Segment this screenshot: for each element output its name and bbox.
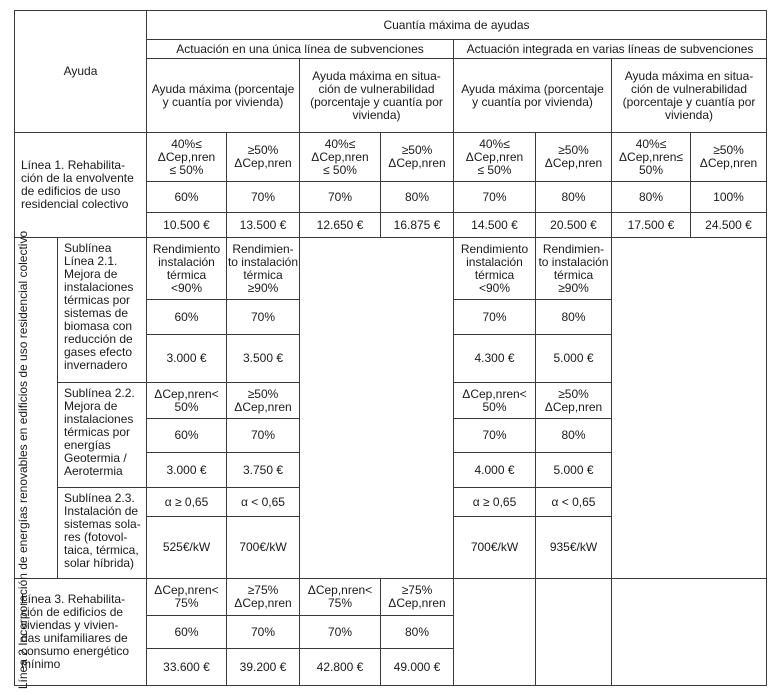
- linea3-eur: 33.600 €: [163, 659, 210, 674]
- sublinea21-pct: 60%: [174, 309, 199, 324]
- sublinea22-pct: 60%: [174, 428, 199, 442]
- linea1-cond: ≥50% ΔCep,nren: [699, 143, 758, 170]
- sublinea21-cond: Rendimiento instalación térmica <90%: [152, 241, 221, 295]
- header-unica-vulnerabilidad: Ayuda máxima en situa- ción de vulnerabilidad (porcentaje y cuantía por vivienda): [310, 68, 443, 122]
- sublinea22-cond: ≥50% ΔCep,nren: [234, 386, 292, 414]
- sublinea22-eur: 4.000 €: [474, 462, 515, 477]
- sublinea21-pct: 80%: [561, 309, 586, 324]
- header-actuacion-integrada: Actuación integrada en varias líneas de subvenciones: [466, 41, 754, 56]
- sublinea22-cond: ≥50% ΔCep,nren: [544, 386, 603, 414]
- header-cuantia-maxima: Cuantía máxima de ayudas: [383, 17, 530, 32]
- linea3-eur: 49.000 €: [393, 659, 441, 674]
- linea1-pct: 80%: [638, 189, 664, 204]
- linea1-pct: 70%: [482, 189, 507, 204]
- linea3-label: Línea 3. Rehabilita- ción de edificios de viviendas y vivien- das unifamiliares de consumo energético mínimo: [21, 592, 130, 671]
- linea1-cond: 40%≤ ΔCep,nren ≤ 50%: [311, 136, 369, 177]
- header-actuacion-unica: Actuación en una única línea de subvenciones: [176, 41, 424, 56]
- linea2-label: Línea 2 Incorporación de energías renovables en edificios de uso residencial colectivo: [16, 230, 30, 690]
- linea3-pct: 60%: [174, 624, 199, 639]
- sublinea22-cond: ΔCep,nren< 50%: [154, 386, 219, 414]
- sublinea23-eur: 525€/kW: [162, 540, 211, 554]
- sublinea22-pct: 70%: [250, 428, 276, 442]
- linea3-cond: ≥75% ΔCep,nren: [388, 583, 446, 610]
- linea1-eur: 14.500 €: [471, 217, 518, 232]
- linea1-pct: 70%: [327, 189, 353, 204]
- sublinea23-eur: 700€/kW: [239, 540, 287, 554]
- linea1-cond: ≥50% ΔCep,nren: [234, 143, 292, 170]
- sublinea23-cond: α < 0,65: [241, 494, 285, 509]
- sublinea22-pct: 80%: [561, 428, 586, 442]
- sublinea23-eur: 700€/kW: [470, 540, 519, 554]
- sublinea21-eur: 5.000 €: [553, 351, 594, 365]
- sublinea21-label: Sublínea Línea 2.1. Mejora de instalaciones térmicas por sistemas de biomasa con reducción de gases efecto invernadero: [64, 241, 134, 372]
- linea1-eur: 10.500 €: [163, 217, 210, 232]
- sublinea21-pct: 70%: [482, 309, 507, 324]
- linea1-pct: 80%: [404, 189, 430, 204]
- linea1-cond: 40%≤ ΔCep,nren≤ 50%: [619, 136, 683, 177]
- sublinea23-label: Sublínea 2.3. Instalación de sistemas sola- res (fotovol- taica, térmica, solar híbrida): [64, 491, 141, 570]
- linea1-eur: 20.500 €: [550, 217, 597, 232]
- sublinea21-eur: 3.000 €: [166, 351, 207, 365]
- linea1-label: Línea 1. Rehabilita- ción de la envolvente de edificios de uso residencial colectivo: [21, 158, 134, 211]
- sublinea21-cond: Rendimien- to instalación térmica ≥90%: [538, 241, 609, 295]
- header-integrada-ayuda-maxima: Ayuda máxima (porcentaje y cuantía por vivienda): [461, 81, 604, 109]
- linea1-pct: 80%: [561, 189, 586, 204]
- linea3-cond: ≥75% ΔCep,nren: [234, 583, 292, 610]
- linea1-cond: 40%≤ ΔCep,nren ≤ 50%: [157, 136, 216, 177]
- header-ayuda: Ayuda: [63, 64, 98, 78]
- linea1-eur: 13.500 €: [239, 217, 287, 232]
- linea1-pct: 60%: [174, 189, 199, 204]
- sublinea22-eur: 3.750 €: [242, 462, 284, 477]
- sublinea23-cond: α ≥ 0,65: [164, 494, 209, 509]
- linea3-cond: ΔCep,nren< 75%: [154, 583, 219, 610]
- sublinea22-eur: 5.000 €: [553, 462, 594, 477]
- linea1-eur: 24.500 €: [705, 217, 752, 232]
- header-integrada-vulnerabilidad: Ayuda máxima en situa- ción de vulnerabilidad (porcentaje y cuantía por vivienda): [622, 68, 756, 122]
- linea1-cond: 40%≤ ΔCep,nren ≤ 50%: [465, 136, 524, 177]
- linea3-eur: 42.800 €: [316, 659, 364, 674]
- sublinea23-cond: α < 0,65: [551, 494, 596, 509]
- linea1-pct: 70%: [250, 189, 276, 204]
- linea1-cond: ≥50% ΔCep,nren: [544, 143, 603, 170]
- linea1-eur: 17.500 €: [627, 217, 675, 232]
- linea3-eur: 39.200 €: [239, 659, 287, 674]
- header-unica-ayuda-maxima: Ayuda máxima (porcentaje y cuantía por vivienda): [151, 81, 295, 109]
- sublinea21-cond: Rendimien- to instalación térmica ≥90%: [227, 241, 299, 295]
- linea3-pct: 70%: [327, 624, 353, 639]
- sublinea21-eur: 3.500 €: [242, 351, 284, 365]
- linea3-pct: 80%: [404, 624, 430, 639]
- linea1-pct: 100%: [713, 189, 744, 204]
- sublinea21-eur: 4.300 €: [474, 351, 515, 365]
- sublinea23-cond: α ≥ 0,65: [472, 494, 517, 509]
- sublinea22-pct: 70%: [482, 428, 507, 442]
- sublinea22-cond: ΔCep,nren< 50%: [462, 386, 527, 414]
- linea3-cond: ΔCep,nren< 75%: [307, 583, 373, 610]
- sublinea21-pct: 70%: [250, 309, 276, 324]
- linea1-eur: 12.650 €: [316, 217, 364, 232]
- sublinea22-label: Sublínea 2.2. Mejora de instalaciones térmicas por energías Geotermia / Aerotermia: [64, 386, 135, 478]
- linea3-pct: 70%: [250, 624, 276, 639]
- sublinea23-eur: 935€/kW: [549, 540, 598, 554]
- linea1-eur: 16.875 €: [393, 217, 441, 232]
- linea1-cond: ≥50% ΔCep,nren: [388, 143, 446, 170]
- sublinea22-eur: 3.000 €: [166, 462, 207, 477]
- sublinea21-cond: Rendimiento instalación térmica <90%: [460, 241, 529, 295]
